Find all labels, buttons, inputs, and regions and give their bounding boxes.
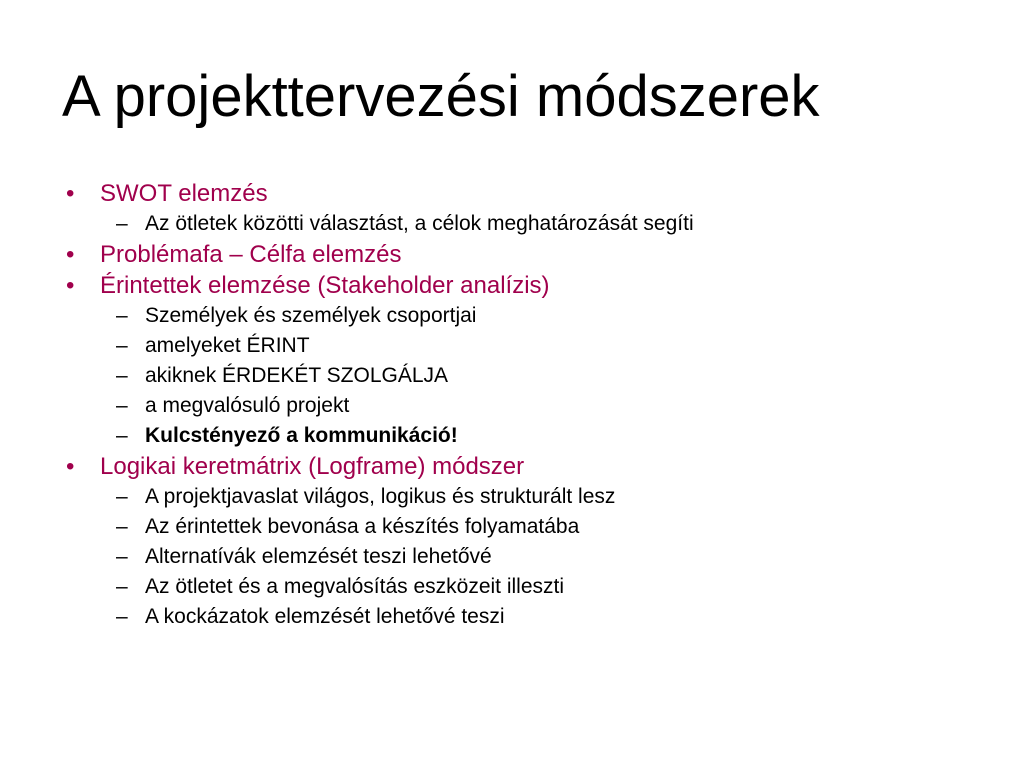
- bullet-marker: •: [66, 241, 75, 268]
- bullet-item: [66, 239, 986, 270]
- sub-bullet-text: A kockázatok elemzését lehetővé teszi: [145, 605, 505, 628]
- sub-bullet-item: [66, 421, 986, 451]
- bullet-item: [66, 270, 986, 301]
- sub-bullet-item: [66, 209, 986, 239]
- dash-marker: –: [116, 605, 128, 628]
- slide-title: A projekttervezési módszerek: [62, 64, 820, 129]
- sub-bullet-item: [66, 512, 986, 542]
- sub-bullet-item: [66, 602, 986, 632]
- bullet-marker: •: [66, 453, 75, 480]
- dash-marker: –: [116, 424, 128, 447]
- bullet-list: [66, 178, 986, 632]
- sub-bullet-text: Az ötletek közötti választást, a célok meghatározását segíti: [145, 212, 694, 235]
- bullet-item: [66, 451, 986, 482]
- sub-bullet-item: [66, 572, 986, 602]
- bullet-item: [66, 178, 986, 209]
- sub-bullet-text: akiknek ÉRDEKÉT SZOLGÁLJA: [145, 364, 449, 387]
- bullet-text: Problémafa – Célfa elemzés: [100, 241, 402, 268]
- sub-bullet-text: a megvalósuló projekt: [145, 394, 350, 417]
- sub-bullet-item: [66, 361, 986, 391]
- sub-bullet-item: [66, 391, 986, 421]
- sub-bullet-item: [66, 542, 986, 572]
- dash-marker: –: [116, 485, 128, 508]
- dash-marker: –: [116, 575, 128, 598]
- dash-marker: –: [116, 304, 128, 327]
- bullet-text: SWOT elemzés: [100, 180, 268, 207]
- sub-bullet-text: Az ötletet és a megvalósítás eszközeit illeszti: [145, 575, 565, 598]
- dash-marker: –: [116, 515, 128, 538]
- sub-bullet-text: amelyeket ÉRINT: [145, 334, 310, 357]
- dash-marker: –: [116, 334, 128, 357]
- sub-bullet-text: A projektjavaslat világos, logikus és strukturált lesz: [145, 485, 616, 508]
- sub-bullet-text: Személyek és személyek csoportjai: [145, 304, 477, 327]
- bullet-marker: •: [66, 272, 75, 299]
- sub-bullet-item: [66, 301, 986, 331]
- bullet-text: Logikai keretmátrix (Logframe) módszer: [100, 453, 525, 480]
- dash-marker: –: [116, 545, 128, 568]
- dash-marker: –: [116, 394, 128, 417]
- sub-bullet-text: Alternatívák elemzését teszi lehetővé: [145, 545, 492, 568]
- bullet-text: Érintettek elemzése (Stakeholder analízis): [100, 272, 550, 299]
- dash-marker: –: [116, 364, 128, 387]
- dash-marker: –: [116, 212, 128, 235]
- sub-bullet-item: [66, 482, 986, 512]
- sub-bullet-item: [66, 331, 986, 361]
- sub-bullet-text: Kulcstényező a kommunikáció!: [145, 424, 458, 447]
- sub-bullet-text: Az érintettek bevonása a készítés folyamatába: [145, 515, 580, 538]
- bullet-marker: •: [66, 180, 75, 207]
